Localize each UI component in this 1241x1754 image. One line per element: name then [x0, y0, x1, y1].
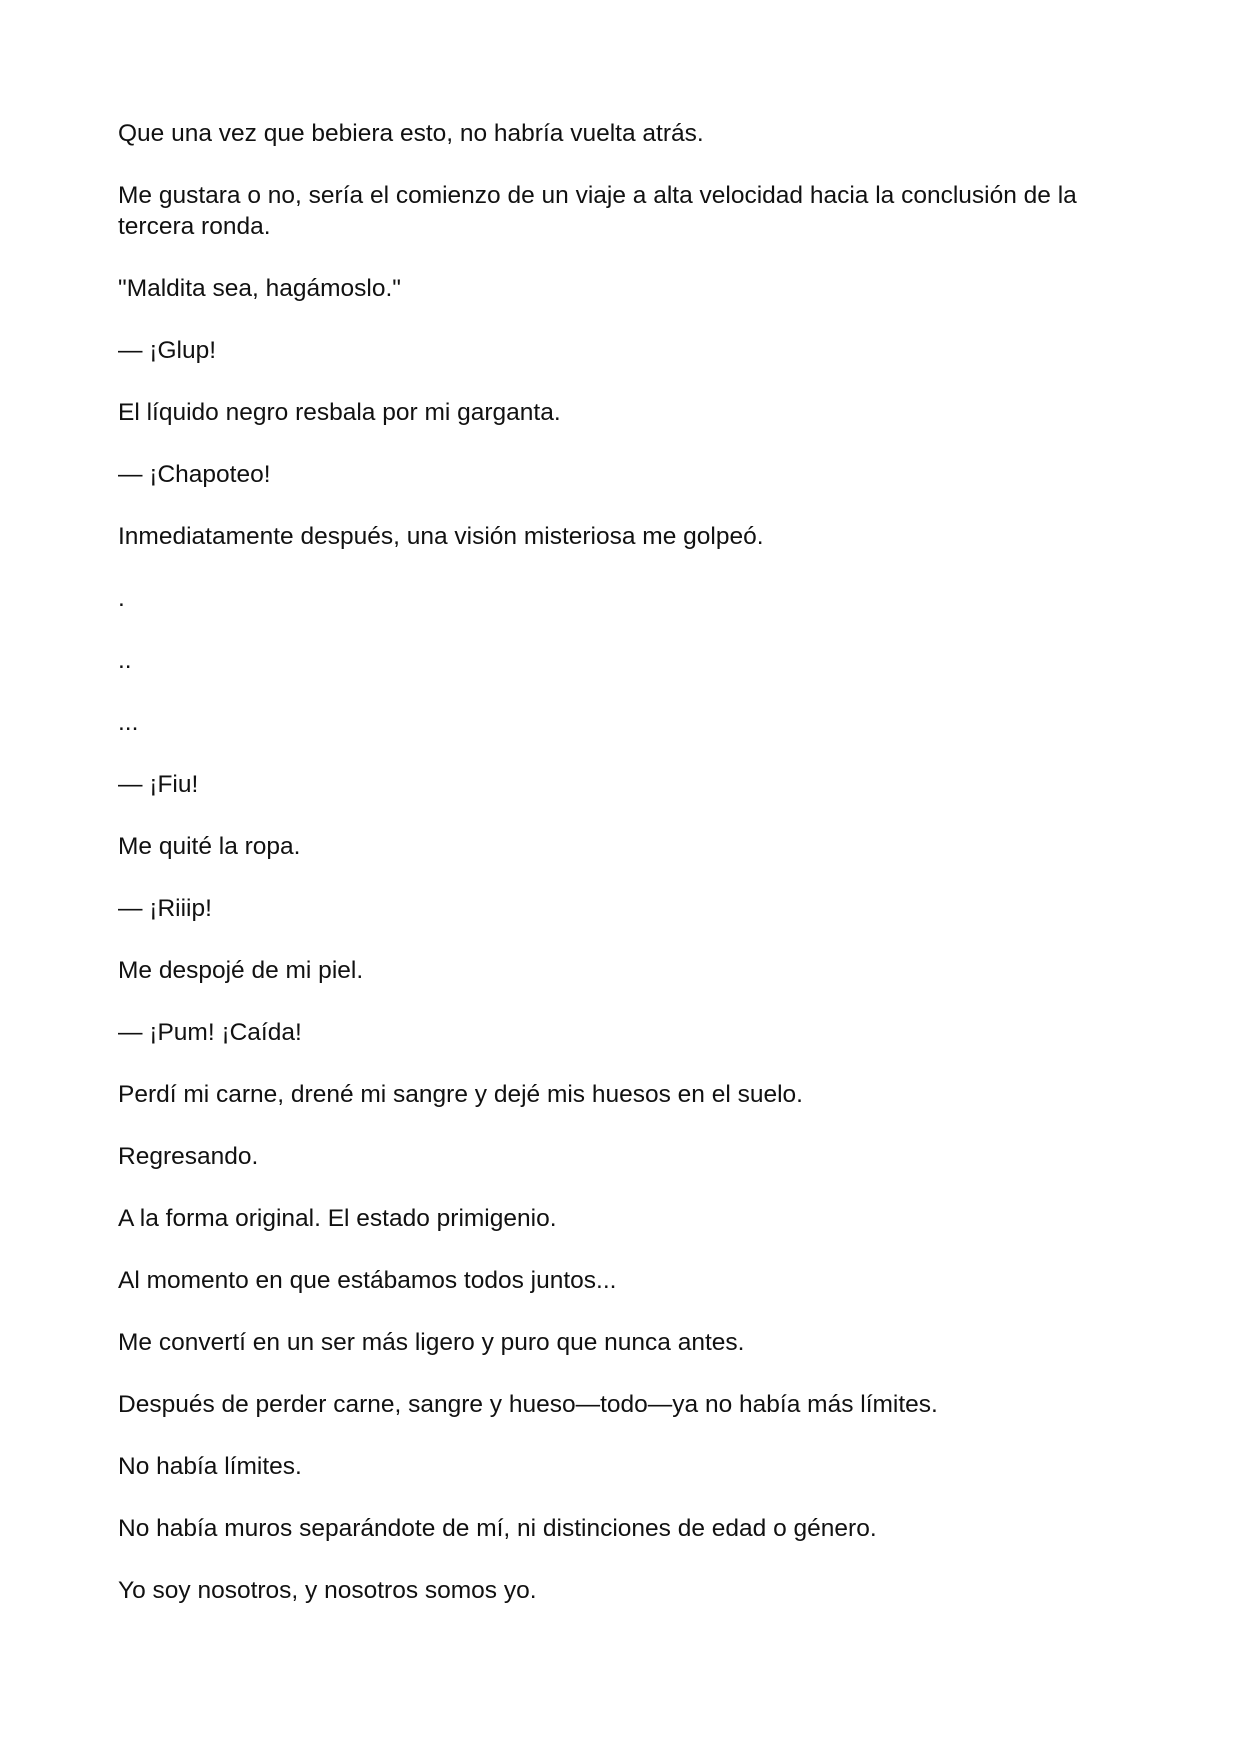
- paragraph: Al momento en que estábamos todos juntos...: [118, 1267, 617, 1294]
- paragraph: A la forma original. El estado primigenio.: [118, 1205, 557, 1232]
- paragraph: ...: [118, 709, 139, 736]
- paragraph: No había límites.: [118, 1453, 302, 1480]
- paragraph: — ¡Fiu!: [118, 771, 199, 798]
- paragraph: Regresando.: [118, 1143, 259, 1170]
- paragraph: El líquido negro resbala por mi garganta.: [118, 399, 561, 426]
- paragraph: Inmediatamente después, una visión misteriosa me golpeó.: [118, 523, 764, 550]
- document-body: [118, 118, 1128, 1637]
- paragraph: — ¡Glup!: [118, 337, 217, 364]
- paragraph: Me gustara o no, sería el comienzo de un viaje a alta velocidad hacia la conclusión de la tercera ronda.: [118, 182, 1084, 240]
- paragraph: Me despojé de mi piel.: [118, 957, 364, 984]
- paragraph: Yo soy nosotros, y nosotros somos yo.: [118, 1577, 537, 1604]
- paragraph: — ¡Chapoteo!: [118, 461, 271, 488]
- paragraph: Perdí mi carne, drené mi sangre y dejé mis huesos en el suelo.: [118, 1081, 803, 1108]
- paragraph: Que una vez que bebiera esto, no habría vuelta atrás.: [118, 120, 704, 147]
- paragraph: Me quité la ropa.: [118, 833, 301, 860]
- paragraph: No había muros separándote de mí, ni distinciones de edad o género.: [118, 1515, 877, 1542]
- paragraph: — ¡Riiip!: [118, 895, 212, 922]
- paragraph: Me convertí en un ser más ligero y puro que nunca antes.: [118, 1329, 745, 1356]
- paragraph: — ¡Pum! ¡Caída!: [118, 1019, 302, 1046]
- paragraph: ..: [118, 647, 132, 674]
- paragraph: Después de perder carne, sangre y hueso—todo—ya no había más límites.: [118, 1391, 938, 1418]
- paragraph: .: [118, 585, 125, 612]
- paragraph: "Maldita sea, hagámoslo.": [118, 275, 401, 302]
